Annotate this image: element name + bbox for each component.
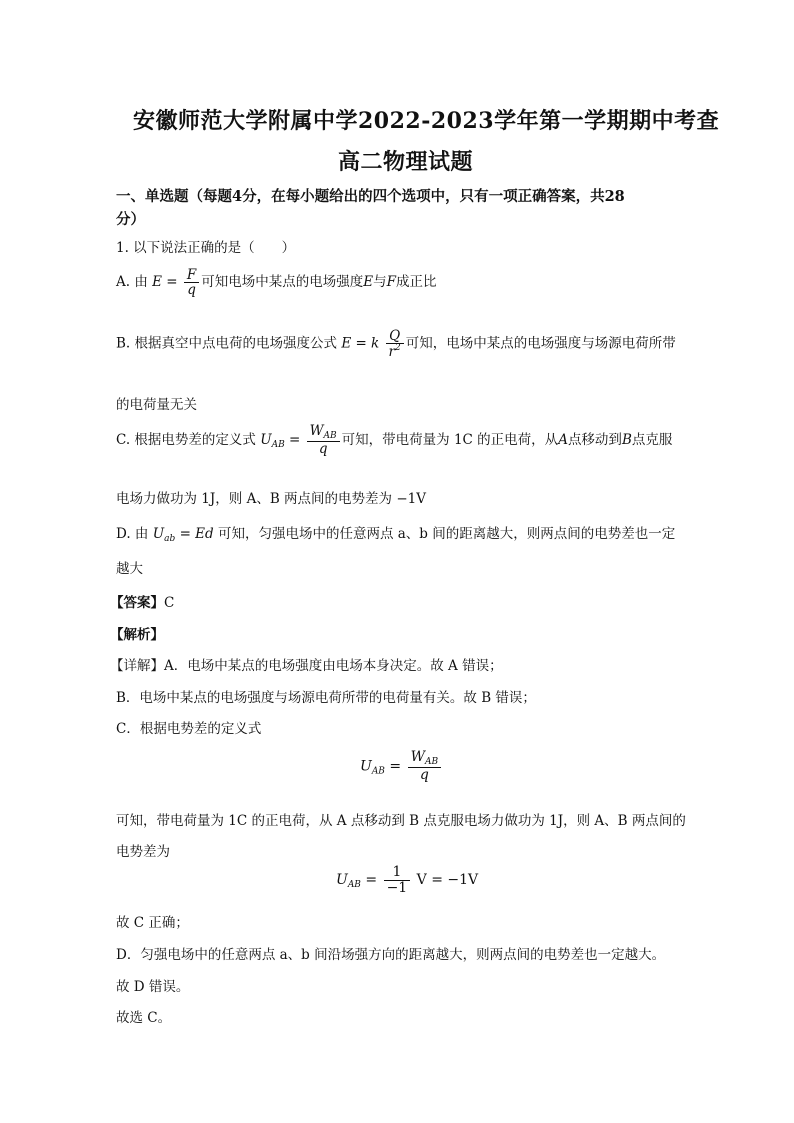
eq2-u-sub: AB: [347, 880, 361, 891]
eq2-fraction: [384, 865, 411, 895]
detail-line2: B．电场中某点的电场强度与场源电荷所带的电荷量有关。故 B 错误；: [116, 690, 536, 706]
question-stem: 1. 以下说法正确的是（ ）: [116, 240, 296, 256]
section-heading-line1: 一、单选题（每题4分，在每小题给出的四个选项中，只有一项正确答案，共28: [116, 188, 625, 205]
detail-line4: 可知，带电荷量为 1C 的正电荷，从 A 点移动到 B 点克服电场力做功为 1J，则 A、B 两点间的: [116, 813, 686, 829]
option-c-end: 点克服: [631, 431, 673, 448]
eq1-num: [408, 750, 442, 768]
equation-1: [360, 750, 443, 783]
eq1-num-w: W: [410, 749, 425, 765]
option-b-frac-den-base: r: [388, 344, 396, 361]
option-d-line2: 越大: [116, 561, 143, 577]
option-b-fraction: [386, 329, 404, 359]
detail-line9: 故选 C。: [116, 1010, 172, 1026]
eq1-fraction: [408, 750, 442, 783]
option-b-frac-den: [386, 344, 404, 359]
option-a-end: 成正比: [396, 274, 437, 291]
option-d-lhs-u: U: [152, 526, 165, 542]
page-subtitle: 高二物理试题: [338, 149, 474, 175]
detail-line6: 故 C 正确；: [116, 915, 189, 931]
option-c-point-a: A: [558, 431, 568, 448]
answer-label: 【答案】: [110, 595, 164, 611]
option-a-formula-lhs: E =: [152, 274, 178, 291]
answer-value: C: [164, 595, 175, 611]
eq2-u: U: [336, 872, 348, 889]
eq1-num-sub: AB: [424, 757, 439, 767]
eq1-u: U: [360, 758, 372, 775]
option-d-suffix: 可知，匀强电场中的任意两点 a、b 间的距离越大，则两点间的电势差也一定: [217, 526, 676, 542]
option-b-frac-den-sup: 2: [395, 343, 401, 354]
option-c-eq: =: [289, 431, 301, 448]
option-b-line2: 的电荷量无关: [116, 397, 197, 413]
page-title: 安徽师范大学附属中学2022-2023学年第一学期期中考查: [133, 108, 720, 134]
option-c-suffix: 可知，带电荷量为 1C 的正电荷，从: [341, 431, 559, 448]
option-c-frac-num-w: W: [309, 423, 324, 439]
answer: [110, 591, 174, 611]
option-b: [116, 329, 676, 359]
eq1-den: q: [419, 767, 429, 784]
detail-line7: D．匀强电场中的任意两点 a、b 间沿场强方向的距离越大，则两点间的电势差也一定越大。: [116, 947, 666, 963]
option-a: [116, 268, 437, 297]
analysis-label: 【解析】: [110, 627, 164, 643]
detail-line8: 故 D 错误。: [116, 979, 190, 995]
eq1-u-sub: AB: [371, 766, 385, 777]
option-d-lhs-sub: ab: [164, 534, 176, 544]
eq2-den: −1: [386, 879, 408, 896]
option-a-var-f: F: [386, 274, 397, 291]
option-c-line2: 电场力做功为 1J，则 A、B 两点间的电势差为 −1V: [116, 491, 426, 507]
option-d-prefix: D. 由: [116, 526, 149, 542]
option-a-suffix: 可知电场中某点的电场强度: [201, 274, 364, 291]
option-a-var-e: E: [363, 274, 374, 291]
option-c-prefix: C. 根据电势差的定义式: [116, 431, 256, 448]
equation-2: [336, 865, 478, 895]
option-c-frac-den: q: [318, 441, 328, 458]
option-b-suffix: 可知，电场中某点的电场强度与场源电荷所带: [405, 335, 676, 352]
option-a-mid: 与: [373, 274, 387, 291]
option-d-rhs: = Ed: [179, 526, 214, 542]
option-c-lhs-u: U: [260, 431, 272, 448]
section-heading-line2: 分）: [116, 211, 145, 228]
detail-line3: C．根据电势差的定义式: [116, 721, 262, 737]
option-c: [116, 424, 672, 457]
option-c-mid: 点移动到: [567, 431, 622, 448]
detail-line5: 电势差为: [116, 844, 170, 860]
eq2-num: 1: [384, 865, 411, 881]
option-b-prefix: B. 根据真空中点电荷的电场强度公式: [116, 335, 338, 352]
option-c-frac-num: [307, 424, 340, 442]
option-d: [116, 522, 675, 544]
option-a-frac-num: F: [184, 268, 199, 283]
option-a-prefix: A. 由: [116, 274, 148, 291]
option-a-fraction: [184, 268, 199, 297]
eq2-rhs: V = −1V: [416, 872, 479, 889]
option-b-formula-lhs: E = k: [341, 335, 380, 352]
option-c-point-b: B: [621, 431, 632, 448]
detail-line1: 【详解】A．电场中某点的电场强度由电场本身决定。故 A 错误；: [110, 658, 503, 674]
option-a-frac-den: q: [187, 282, 196, 299]
option-c-frac-num-sub: AB: [323, 431, 337, 441]
eq2-eq: =: [365, 872, 378, 889]
eq1-eq: =: [389, 758, 402, 775]
option-c-lhs-sub: AB: [271, 439, 285, 450]
option-b-frac-num: Q: [386, 329, 404, 344]
option-c-fraction: [307, 424, 340, 457]
